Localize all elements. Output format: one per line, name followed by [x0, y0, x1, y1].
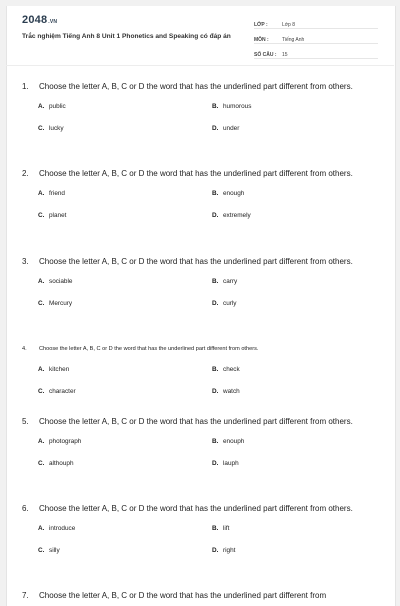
meta-value: Tiếng Anh — [282, 37, 305, 43]
question-stem — [22, 415, 382, 428]
option-b[interactable]: B. check — [212, 366, 240, 373]
option-d[interactable]: D. right — [212, 547, 236, 554]
question-stem — [22, 167, 382, 180]
question-text: Choose the letter A, B, C or D the word that has the underlined part different from others. — [39, 169, 353, 178]
option-a[interactable]: A. kitchen — [38, 366, 70, 373]
question-text: Choose the letter A, B, C or D the word that has the underlined part different from others. — [39, 346, 259, 352]
question-text: Choose the letter A, B, C or D the word that has the underlined part different from others. — [39, 257, 353, 266]
question-5 — [22, 415, 382, 482]
question-text: Choose the letter A, B, C or D the word that has the underlined part different from — [39, 591, 327, 600]
question-7 — [22, 589, 382, 600]
question-stem — [22, 502, 382, 515]
question-number: 6. — [22, 504, 29, 513]
option-c[interactable]: C. lucky — [38, 125, 64, 132]
option-b[interactable]: B. enough — [212, 190, 245, 197]
option-c[interactable]: C. silly — [38, 547, 60, 554]
question-number: 1. — [22, 82, 29, 91]
option-d[interactable]: D. lauph — [212, 460, 239, 467]
question-stem — [22, 344, 382, 354]
question-4 — [22, 344, 382, 410]
option-c[interactable]: C. Mercury — [38, 300, 73, 307]
option-d[interactable]: D. under — [212, 125, 240, 132]
question-6 — [22, 502, 382, 569]
option-a[interactable]: A. photograph — [38, 438, 82, 445]
document-title: Trắc nghiệm Tiếng Anh 8 Unit 1 Phonetics and Speaking có đáp án — [22, 33, 231, 40]
meta-value: 15 — [282, 52, 288, 58]
question-number: 5. — [22, 417, 29, 426]
question-stem — [22, 80, 382, 93]
option-b[interactable]: B. lift — [212, 525, 230, 532]
header-divider — [6, 65, 394, 66]
question-stem — [22, 255, 382, 268]
options — [22, 525, 382, 569]
meta-value: Lớp 8 — [282, 22, 296, 28]
option-c[interactable]: C. althouph — [38, 460, 74, 467]
meta-row-subject — [254, 29, 378, 44]
logo-main: 2048 — [22, 14, 48, 26]
logo-suffix: .VN — [48, 19, 58, 25]
meta-table — [254, 14, 378, 59]
question-stem — [22, 589, 382, 600]
question-text: Choose the letter A, B, C or D the word that has the underlined part different from others. — [39, 417, 353, 426]
meta-label: LỚP : — [254, 22, 268, 28]
option-c[interactable]: C. character — [38, 388, 76, 395]
option-d[interactable]: D. curly — [212, 300, 237, 307]
option-d[interactable]: D. watch — [212, 388, 240, 395]
question-number: 4. — [22, 346, 27, 352]
option-a[interactable]: A. public — [38, 103, 66, 110]
option-d[interactable]: D. extremely — [212, 212, 251, 219]
option-a[interactable]: A. sociable — [38, 278, 73, 285]
option-b[interactable]: B. humorous — [212, 103, 252, 110]
meta-row-count — [254, 44, 378, 59]
question-2 — [22, 167, 382, 234]
question-text: Choose the letter A, B, C or D the word that has the underlined part different from others. — [39, 82, 353, 91]
option-b[interactable]: B. enouph — [212, 438, 245, 445]
option-c[interactable]: C. planet — [38, 212, 67, 219]
options — [22, 278, 382, 322]
question-number: 7. — [22, 591, 29, 600]
option-a[interactable]: A. introduce — [38, 525, 76, 532]
meta-label: SỐ CÂU : — [254, 52, 277, 58]
options — [22, 190, 382, 234]
question-3 — [22, 255, 382, 322]
option-b[interactable]: B. carry — [212, 278, 238, 285]
question-number: 2. — [22, 169, 29, 178]
question-1 — [22, 80, 382, 147]
site-logo[interactable] — [22, 14, 57, 26]
options — [22, 438, 382, 482]
question-text: Choose the letter A, B, C or D the word that has the underlined part different from others. — [39, 504, 353, 513]
meta-label: MÔN : — [254, 37, 269, 43]
options — [22, 366, 382, 410]
meta-row-class — [254, 14, 378, 29]
options — [22, 103, 382, 147]
option-a[interactable]: A. friend — [38, 190, 65, 197]
question-number: 3. — [22, 257, 29, 266]
